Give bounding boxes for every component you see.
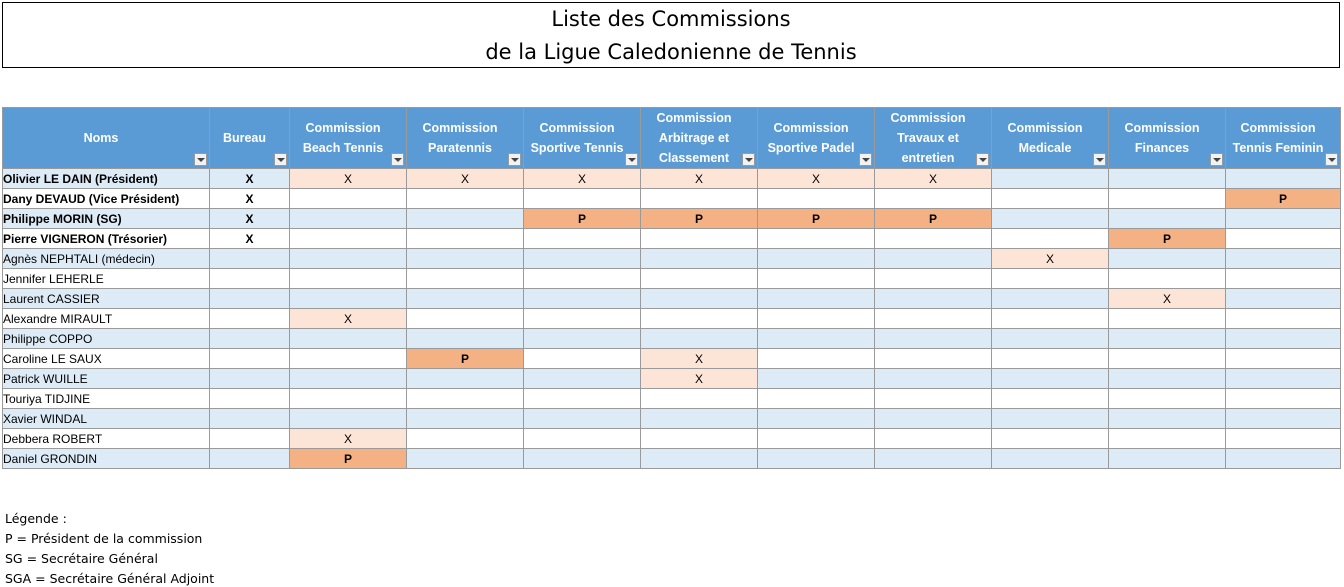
membership-cell[interactable] bbox=[1226, 449, 1341, 469]
membership-cell[interactable] bbox=[1109, 449, 1226, 469]
title-line-1: Liste des Commissions bbox=[551, 7, 791, 31]
membership-cell[interactable] bbox=[875, 449, 992, 469]
column-header bbox=[210, 108, 290, 169]
membership-cell[interactable]: P bbox=[290, 449, 407, 469]
membership-cell[interactable] bbox=[758, 369, 875, 389]
member-name[interactable]: Olivier LE DAIN (Président) bbox=[3, 169, 210, 189]
membership-cell[interactable]: X bbox=[407, 169, 524, 189]
membership-cell[interactable] bbox=[1226, 169, 1341, 189]
filter-dropdown-icon[interactable] bbox=[625, 153, 638, 166]
member-name[interactable]: Philippe COPPO bbox=[3, 329, 210, 349]
column-header bbox=[992, 108, 1109, 169]
column-header-line: Finances bbox=[1134, 141, 1190, 155]
membership-cell[interactable] bbox=[407, 269, 524, 289]
table-row bbox=[3, 329, 1341, 349]
membership-cell[interactable] bbox=[524, 229, 641, 249]
table-row bbox=[3, 229, 1341, 249]
column-header bbox=[758, 108, 875, 169]
membership-cell[interactable] bbox=[992, 269, 1109, 289]
member-name[interactable]: Agnès NEPHTALI (médecin) bbox=[3, 249, 210, 269]
membership-cell[interactable] bbox=[1226, 329, 1341, 349]
membership-cell[interactable] bbox=[407, 209, 524, 229]
membership-cell[interactable] bbox=[210, 409, 290, 429]
filter-dropdown-icon[interactable] bbox=[194, 153, 207, 166]
table-row bbox=[3, 389, 1341, 409]
membership-cell[interactable] bbox=[524, 449, 641, 469]
column-header-line: Travaux et bbox=[897, 131, 959, 145]
table-row bbox=[3, 429, 1341, 449]
membership-cell[interactable] bbox=[641, 329, 758, 349]
membership-cell[interactable] bbox=[290, 369, 407, 389]
membership-cell[interactable] bbox=[992, 429, 1109, 449]
column-header-line: Commission bbox=[1124, 121, 1200, 135]
column-header-line: Beach Tennis bbox=[302, 141, 384, 155]
commissions-table bbox=[2, 107, 1341, 469]
membership-cell[interactable] bbox=[210, 309, 290, 329]
membership-cell[interactable]: P bbox=[524, 209, 641, 229]
legend bbox=[5, 509, 214, 587]
membership-cell[interactable]: X bbox=[992, 249, 1109, 269]
member-name[interactable]: Laurent CASSIER bbox=[3, 289, 210, 309]
membership-cell[interactable]: X bbox=[524, 169, 641, 189]
membership-cell[interactable] bbox=[1226, 349, 1341, 369]
membership-cell[interactable] bbox=[290, 229, 407, 249]
membership-cell[interactable] bbox=[641, 309, 758, 329]
membership-cell[interactable] bbox=[641, 429, 758, 449]
table-row bbox=[3, 309, 1341, 329]
column-header-line: Commission bbox=[890, 111, 966, 125]
membership-cell[interactable]: X bbox=[758, 169, 875, 189]
column-header-line: Commission bbox=[422, 121, 498, 135]
column-header bbox=[407, 108, 524, 169]
membership-cell[interactable] bbox=[1226, 249, 1341, 269]
membership-cell[interactable] bbox=[210, 369, 290, 389]
membership-cell[interactable] bbox=[992, 229, 1109, 249]
membership-cell[interactable] bbox=[524, 349, 641, 369]
membership-cell[interactable] bbox=[1226, 309, 1341, 329]
column-header-line: Classement bbox=[658, 151, 730, 165]
membership-cell[interactable] bbox=[875, 189, 992, 209]
membership-cell[interactable] bbox=[210, 269, 290, 289]
membership-cell[interactable] bbox=[210, 389, 290, 409]
membership-cell[interactable] bbox=[875, 429, 992, 449]
membership-cell[interactable] bbox=[875, 349, 992, 369]
membership-cell[interactable] bbox=[524, 249, 641, 269]
membership-cell[interactable] bbox=[210, 289, 290, 309]
membership-cell[interactable]: P bbox=[641, 209, 758, 229]
column-header-line: Medicale bbox=[1018, 141, 1072, 155]
membership-cell[interactable] bbox=[875, 309, 992, 329]
membership-cell[interactable] bbox=[1226, 409, 1341, 429]
membership-cell[interactable] bbox=[407, 369, 524, 389]
member-name[interactable]: Patrick WUILLE bbox=[3, 369, 210, 389]
column-header bbox=[290, 108, 407, 169]
membership-cell[interactable] bbox=[992, 189, 1109, 209]
membership-cell[interactable] bbox=[407, 429, 524, 449]
membership-cell[interactable] bbox=[290, 189, 407, 209]
table-row bbox=[3, 449, 1341, 469]
column-header-line: Commission bbox=[773, 121, 849, 135]
filter-dropdown-icon[interactable] bbox=[976, 153, 989, 166]
table-row bbox=[3, 409, 1341, 429]
membership-cell[interactable] bbox=[1226, 269, 1341, 289]
membership-cell[interactable] bbox=[290, 389, 407, 409]
title-line-2: de la Ligue Caledonienne de Tennis bbox=[485, 40, 857, 64]
membership-cell[interactable] bbox=[290, 289, 407, 309]
membership-cell[interactable]: P bbox=[875, 209, 992, 229]
membership-cell[interactable] bbox=[290, 249, 407, 269]
filter-dropdown-icon[interactable] bbox=[1210, 153, 1223, 166]
membership-cell[interactable] bbox=[1109, 409, 1226, 429]
membership-cell[interactable] bbox=[1109, 269, 1226, 289]
column-header-line: Commission bbox=[539, 121, 615, 135]
membership-cell[interactable]: X bbox=[210, 209, 290, 229]
membership-cell[interactable] bbox=[210, 249, 290, 269]
membership-cell[interactable] bbox=[290, 409, 407, 429]
membership-cell[interactable] bbox=[524, 409, 641, 429]
membership-cell[interactable] bbox=[758, 229, 875, 249]
column-header-line: Paratennis bbox=[428, 141, 492, 155]
membership-cell[interactable] bbox=[992, 409, 1109, 429]
membership-cell[interactable] bbox=[758, 349, 875, 369]
membership-cell[interactable] bbox=[1226, 209, 1341, 229]
membership-cell[interactable] bbox=[641, 449, 758, 469]
membership-cell[interactable] bbox=[407, 409, 524, 429]
filter-dropdown-icon[interactable] bbox=[508, 153, 521, 166]
membership-cell[interactable] bbox=[875, 369, 992, 389]
membership-cell[interactable] bbox=[290, 349, 407, 369]
membership-cell[interactable] bbox=[875, 329, 992, 349]
membership-cell[interactable] bbox=[524, 389, 641, 409]
table-row bbox=[3, 209, 1341, 229]
table-row bbox=[3, 169, 1341, 189]
membership-cell[interactable] bbox=[210, 449, 290, 469]
membership-cell[interactable]: P bbox=[1109, 229, 1226, 249]
membership-cell[interactable] bbox=[290, 269, 407, 289]
column-header-line: Noms bbox=[83, 131, 119, 145]
filter-dropdown-icon[interactable] bbox=[1093, 153, 1106, 166]
member-name[interactable]: Caroline LE SAUX bbox=[3, 349, 210, 369]
membership-cell[interactable] bbox=[524, 369, 641, 389]
membership-cell[interactable] bbox=[407, 449, 524, 469]
member-name[interactable]: Alexandre MIRAULT bbox=[3, 309, 210, 329]
column-header-line: Commission bbox=[1240, 121, 1316, 135]
membership-cell[interactable] bbox=[641, 189, 758, 209]
membership-cell[interactable] bbox=[407, 189, 524, 209]
column-header bbox=[1226, 108, 1341, 169]
member-name[interactable]: Daniel GRONDIN bbox=[3, 449, 210, 469]
column-header bbox=[1109, 108, 1226, 169]
member-name[interactable]: Jennifer LEHERLE bbox=[3, 269, 210, 289]
filter-dropdown-icon[interactable] bbox=[1325, 153, 1338, 166]
member-name[interactable]: Pierre VIGNERON (Trésorier) bbox=[3, 229, 210, 249]
membership-cell[interactable] bbox=[758, 309, 875, 329]
membership-cell[interactable] bbox=[407, 309, 524, 329]
membership-cell[interactable] bbox=[1109, 209, 1226, 229]
membership-cell[interactable] bbox=[758, 449, 875, 469]
membership-cell[interactable] bbox=[1109, 249, 1226, 269]
membership-cell[interactable] bbox=[992, 389, 1109, 409]
membership-cell[interactable] bbox=[290, 329, 407, 349]
membership-cell[interactable] bbox=[875, 229, 992, 249]
membership-cell[interactable] bbox=[641, 249, 758, 269]
membership-cell[interactable] bbox=[407, 329, 524, 349]
membership-cell[interactable] bbox=[641, 269, 758, 289]
membership-cell[interactable] bbox=[875, 389, 992, 409]
filter-dropdown-icon[interactable] bbox=[859, 153, 872, 166]
table-body bbox=[3, 169, 1341, 469]
membership-cell[interactable] bbox=[758, 189, 875, 209]
membership-cell[interactable] bbox=[758, 329, 875, 349]
column-header bbox=[524, 108, 641, 169]
membership-cell[interactable]: X bbox=[875, 169, 992, 189]
membership-cell[interactable] bbox=[1109, 349, 1226, 369]
membership-cell[interactable]: X bbox=[290, 429, 407, 449]
column-header bbox=[641, 108, 758, 169]
column-header-line: Tennis Feminin bbox=[1232, 141, 1324, 155]
membership-cell[interactable] bbox=[210, 429, 290, 449]
table-row bbox=[3, 269, 1341, 289]
legend-item-p: P = Président de la commission bbox=[5, 531, 203, 546]
membership-cell[interactable] bbox=[210, 349, 290, 369]
membership-cell[interactable]: X bbox=[641, 349, 758, 369]
membership-cell[interactable] bbox=[992, 369, 1109, 389]
column-header-line: Commission bbox=[656, 111, 732, 125]
membership-cell[interactable] bbox=[992, 309, 1109, 329]
membership-cell[interactable]: X bbox=[210, 169, 290, 189]
membership-cell[interactable] bbox=[524, 269, 641, 289]
member-name[interactable]: Dany DEVAUD (Vice Président) bbox=[3, 189, 210, 209]
column-header bbox=[3, 108, 210, 169]
membership-cell[interactable] bbox=[290, 209, 407, 229]
column-header-line: Sportive Padel bbox=[767, 141, 855, 155]
member-name[interactable]: Touriya TIDJINE bbox=[3, 389, 210, 409]
membership-cell[interactable] bbox=[641, 409, 758, 429]
membership-cell[interactable]: X bbox=[210, 229, 290, 249]
membership-cell[interactable] bbox=[758, 249, 875, 269]
membership-cell[interactable] bbox=[875, 269, 992, 289]
membership-cell[interactable] bbox=[524, 189, 641, 209]
membership-cell[interactable] bbox=[1109, 189, 1226, 209]
membership-cell[interactable] bbox=[758, 289, 875, 309]
legend-heading: Légende : bbox=[5, 511, 67, 526]
membership-cell[interactable] bbox=[1226, 229, 1341, 249]
membership-cell[interactable] bbox=[875, 249, 992, 269]
membership-cell[interactable]: P bbox=[407, 349, 524, 369]
membership-cell[interactable]: X bbox=[290, 309, 407, 329]
membership-cell[interactable] bbox=[1226, 369, 1341, 389]
membership-cell[interactable] bbox=[875, 409, 992, 429]
member-name[interactable]: Debbera ROBERT bbox=[3, 429, 210, 449]
membership-cell[interactable] bbox=[992, 349, 1109, 369]
membership-cell[interactable] bbox=[641, 289, 758, 309]
membership-cell[interactable]: X bbox=[641, 169, 758, 189]
column-header-line: Commission bbox=[1007, 121, 1083, 135]
membership-cell[interactable]: X bbox=[290, 169, 407, 189]
filter-dropdown-icon[interactable] bbox=[274, 153, 287, 166]
membership-cell[interactable] bbox=[407, 249, 524, 269]
table-row bbox=[3, 189, 1341, 209]
membership-cell[interactable] bbox=[210, 329, 290, 349]
membership-cell[interactable] bbox=[641, 389, 758, 409]
membership-cell[interactable] bbox=[992, 209, 1109, 229]
member-name[interactable]: Xavier WINDAL bbox=[3, 409, 210, 429]
legend-item-sg: SG = Secrétaire Général bbox=[5, 551, 158, 566]
legend-item-sga: SGA = Secrétaire Général Adjoint bbox=[5, 571, 215, 586]
membership-cell[interactable] bbox=[758, 269, 875, 289]
membership-cell[interactable] bbox=[875, 289, 992, 309]
membership-cell[interactable] bbox=[1226, 389, 1341, 409]
membership-cell[interactable] bbox=[1109, 369, 1226, 389]
header-row bbox=[3, 108, 1341, 169]
column-header-line: Arbitrage et bbox=[658, 131, 730, 145]
membership-cell[interactable] bbox=[992, 169, 1109, 189]
membership-cell[interactable] bbox=[758, 389, 875, 409]
membership-cell[interactable] bbox=[407, 229, 524, 249]
column-header-line: Sportive Tennis bbox=[530, 141, 624, 155]
table-row bbox=[3, 349, 1341, 369]
table-row bbox=[3, 369, 1341, 389]
membership-cell[interactable] bbox=[641, 229, 758, 249]
membership-cell[interactable] bbox=[1226, 289, 1341, 309]
membership-cell[interactable] bbox=[1109, 429, 1226, 449]
membership-cell[interactable] bbox=[992, 329, 1109, 349]
membership-cell[interactable] bbox=[524, 329, 641, 349]
membership-cell[interactable] bbox=[407, 289, 524, 309]
membership-cell[interactable]: P bbox=[758, 209, 875, 229]
membership-cell[interactable] bbox=[992, 449, 1109, 469]
membership-cell[interactable] bbox=[1226, 429, 1341, 449]
table-row bbox=[3, 289, 1341, 309]
membership-cell[interactable]: X bbox=[641, 369, 758, 389]
membership-cell[interactable] bbox=[1109, 169, 1226, 189]
membership-cell[interactable] bbox=[524, 429, 641, 449]
membership-cell[interactable]: P bbox=[1226, 189, 1341, 209]
column-header-line: Commission bbox=[305, 121, 381, 135]
membership-cell[interactable] bbox=[1109, 329, 1226, 349]
filter-dropdown-icon[interactable] bbox=[742, 153, 755, 166]
table-row bbox=[3, 249, 1341, 269]
membership-cell[interactable] bbox=[1109, 389, 1226, 409]
column-header-line: Bureau bbox=[222, 131, 267, 145]
membership-cell[interactable] bbox=[1109, 309, 1226, 329]
member-name[interactable]: Philippe MORIN (SG) bbox=[3, 209, 210, 229]
column-header bbox=[875, 108, 992, 169]
membership-cell[interactable] bbox=[758, 429, 875, 449]
membership-cell[interactable] bbox=[407, 389, 524, 409]
membership-cell[interactable]: X bbox=[1109, 289, 1226, 309]
membership-cell[interactable] bbox=[524, 289, 641, 309]
membership-cell[interactable] bbox=[758, 409, 875, 429]
document-title bbox=[2, 2, 1340, 68]
membership-cell[interactable]: X bbox=[210, 189, 290, 209]
column-header-line: entretien bbox=[901, 151, 955, 165]
filter-dropdown-icon[interactable] bbox=[391, 153, 404, 166]
membership-cell[interactable] bbox=[524, 309, 641, 329]
membership-cell[interactable] bbox=[992, 289, 1109, 309]
